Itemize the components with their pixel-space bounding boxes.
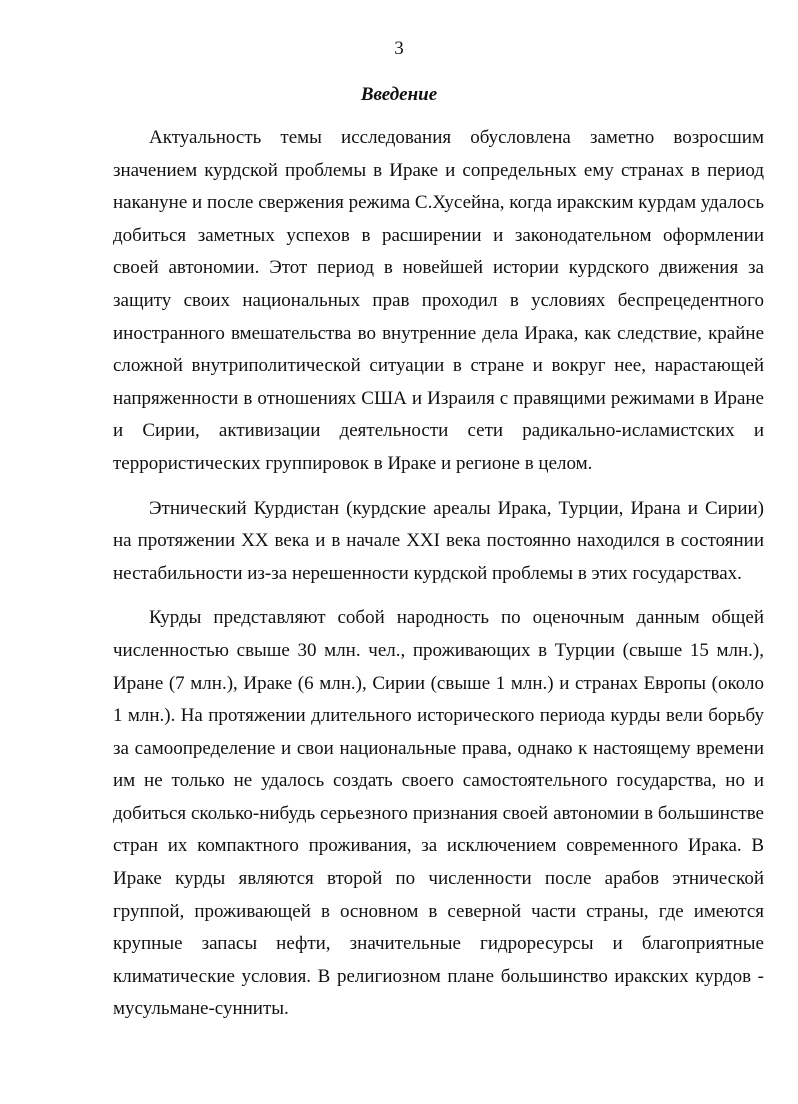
- paragraph-kurds-population: Курды представляют собой народность по оценочным данным общей численностью свыше 30 млн. чел., проживающих в Турции (свыше 15 млн.), Иране (7 млн.), Ираке (6 млн.), Сирии (свыше 1 млн.) и странах Европы (около 1 млн.). На протяжении длительного исторического периода курды вели борьбу за самоопределение и свои национальные права, однако к настоящему времени им не только не удалось создать своего самостоятельного государства, но и добиться сколько-нибудь серьезного признания своей автономии в большинстве стран их компактного проживания, за исключением современного Ирака. В Ираке курды являются второй по численности после арабов этнической группой, проживающей в основном в северной части страны, где имеются крупные запасы нефти, значительные гидроресурсы и благоприятные климатические условия. В религиозном плане большинство иракских курдов - мусульмане-сунниты.: [113, 607, 764, 1020]
- paragraph-ethnic-kurdistan: Этнический Курдистан (курдские ареалы Ирака, Турции, Ирана и Сирии) на протяжении XX века и в начале XXI века постоянно находился в состоянии нестабильности из-за нерешенности курдской проблемы в этих государствах.: [113, 497, 764, 584]
- page-number: 3: [394, 38, 404, 59]
- section-heading: Введение: [360, 84, 438, 105]
- body-text: [113, 122, 764, 1026]
- paragraph-relevance: Актуальность темы исследования обусловлена заметно возросшим значением курдской проблемы в Ираке и сопредельных ему странах в период накануне и после свержения режима С.Хусейна, когда иракским курдам удалось добиться заметных успехов в расширении и законодательном оформлении своей автономии. Этот период в новейшей истории курдского движения за защиту своих национальных прав проходил в условиях беспрецедентного иностранного вмешательства во внутренние дела Ирака, как следствие, крайне сложной внутриполитической ситуации в стране и вокруг нее, нарастающей напряженности в отношениях США и Израиля с правящими режимами в Иране и Сирии, активизации деятельности сети радикально-исламистских и террористических группировок в Ираке и регионе в целом.: [113, 127, 764, 474]
